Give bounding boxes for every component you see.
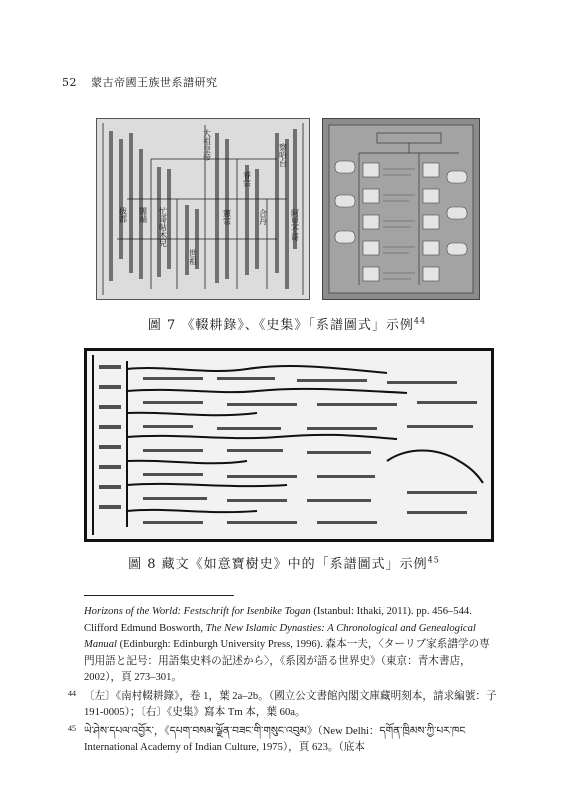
chart-text: 拔都 xyxy=(118,207,128,223)
footnote-number: 45 xyxy=(68,723,76,733)
running-header xyxy=(62,74,502,90)
figure7-caption: 圖 7 《輟耕錄》、《史集》「系譜圖式」示例$^{44}$ xyxy=(147,316,427,333)
chart-text: 察哈台 xyxy=(278,143,288,167)
chart-text: 合丹 xyxy=(258,209,268,225)
footnote-rule xyxy=(84,595,234,596)
figure7-left-image xyxy=(96,118,310,300)
footnote-ref: 45 xyxy=(427,555,440,565)
figure8-image xyxy=(84,348,494,542)
footnotes xyxy=(68,604,500,757)
chart-text: 闊端 xyxy=(138,207,148,223)
figure7-right-image xyxy=(322,118,480,300)
persian-manuscript-genealogy xyxy=(323,119,479,299)
book-title: The New Islamic Dynasties: A Chronological and Genealogical Manual xyxy=(84,622,476,650)
tibetan-genealogy-manuscript xyxy=(87,351,491,539)
chart-text: 睿宗 xyxy=(242,171,252,187)
chart-text: 忙哥帖木兒 xyxy=(158,207,168,247)
footnote-45: 45 ཡེ་ཤེས་དཔལ་འབྱོར་，《དཔག་བསམ་ལྗོན་བཟང་གི་གསུང་འབུམ》（New Delhi：དགོན་ཁྲིམས་ཀྱི་པར་ཁང International Academy of Indian Culture, 1975），頁 623。（底本 xyxy=(84,724,500,757)
chart-text: 大祖皇帝 xyxy=(202,129,212,161)
footnote-number: 44 xyxy=(68,688,76,698)
running-title: 蒙古帝國王族世系譜研究 xyxy=(91,76,218,89)
footnote-ref: 44 xyxy=(413,316,427,326)
footnote-continuation: Horizons of the World: Festschrift for Isenbike Togan (Istanbul: Ithaki, 2011). pp. 456–544. Clifford Edmund Bosworth, The New Islamic Dynasties: A Chronological and Genealogical Manual (Edinburgh: Edinburgh University Press, 1996). 森本一夫，〈ターリブ家系譜学の専門用語と記号：用語集史料の記述から〉，《系図が語る世界史》（東京：青木書店，2002），頁 273–301。 xyxy=(84,606,490,683)
book-title: Horizons of the World: Festschrift for Isenbike Togan xyxy=(84,606,311,617)
footnote-44: 44 〔左〕《南村輟耕錄》，卷 1，葉 2a–2b。（國立公文書館內閣文庫藏明刻本，請求編號：子 191-0005）；〔右〕《史集》寫本 Tm 本，葉 60a。 xyxy=(84,689,500,722)
page-number: 52 xyxy=(62,76,77,89)
chart-text: 世祖 xyxy=(188,249,198,265)
chart-text: 阿里不哥 xyxy=(290,209,300,241)
chinese-genealogy-chart xyxy=(97,119,309,299)
chart-text: 憲宗 xyxy=(222,209,232,225)
figure8-caption: 圖 8 藏文《如意寶樹史》中的「系譜圖式」示例$^{45}$ xyxy=(128,555,440,572)
